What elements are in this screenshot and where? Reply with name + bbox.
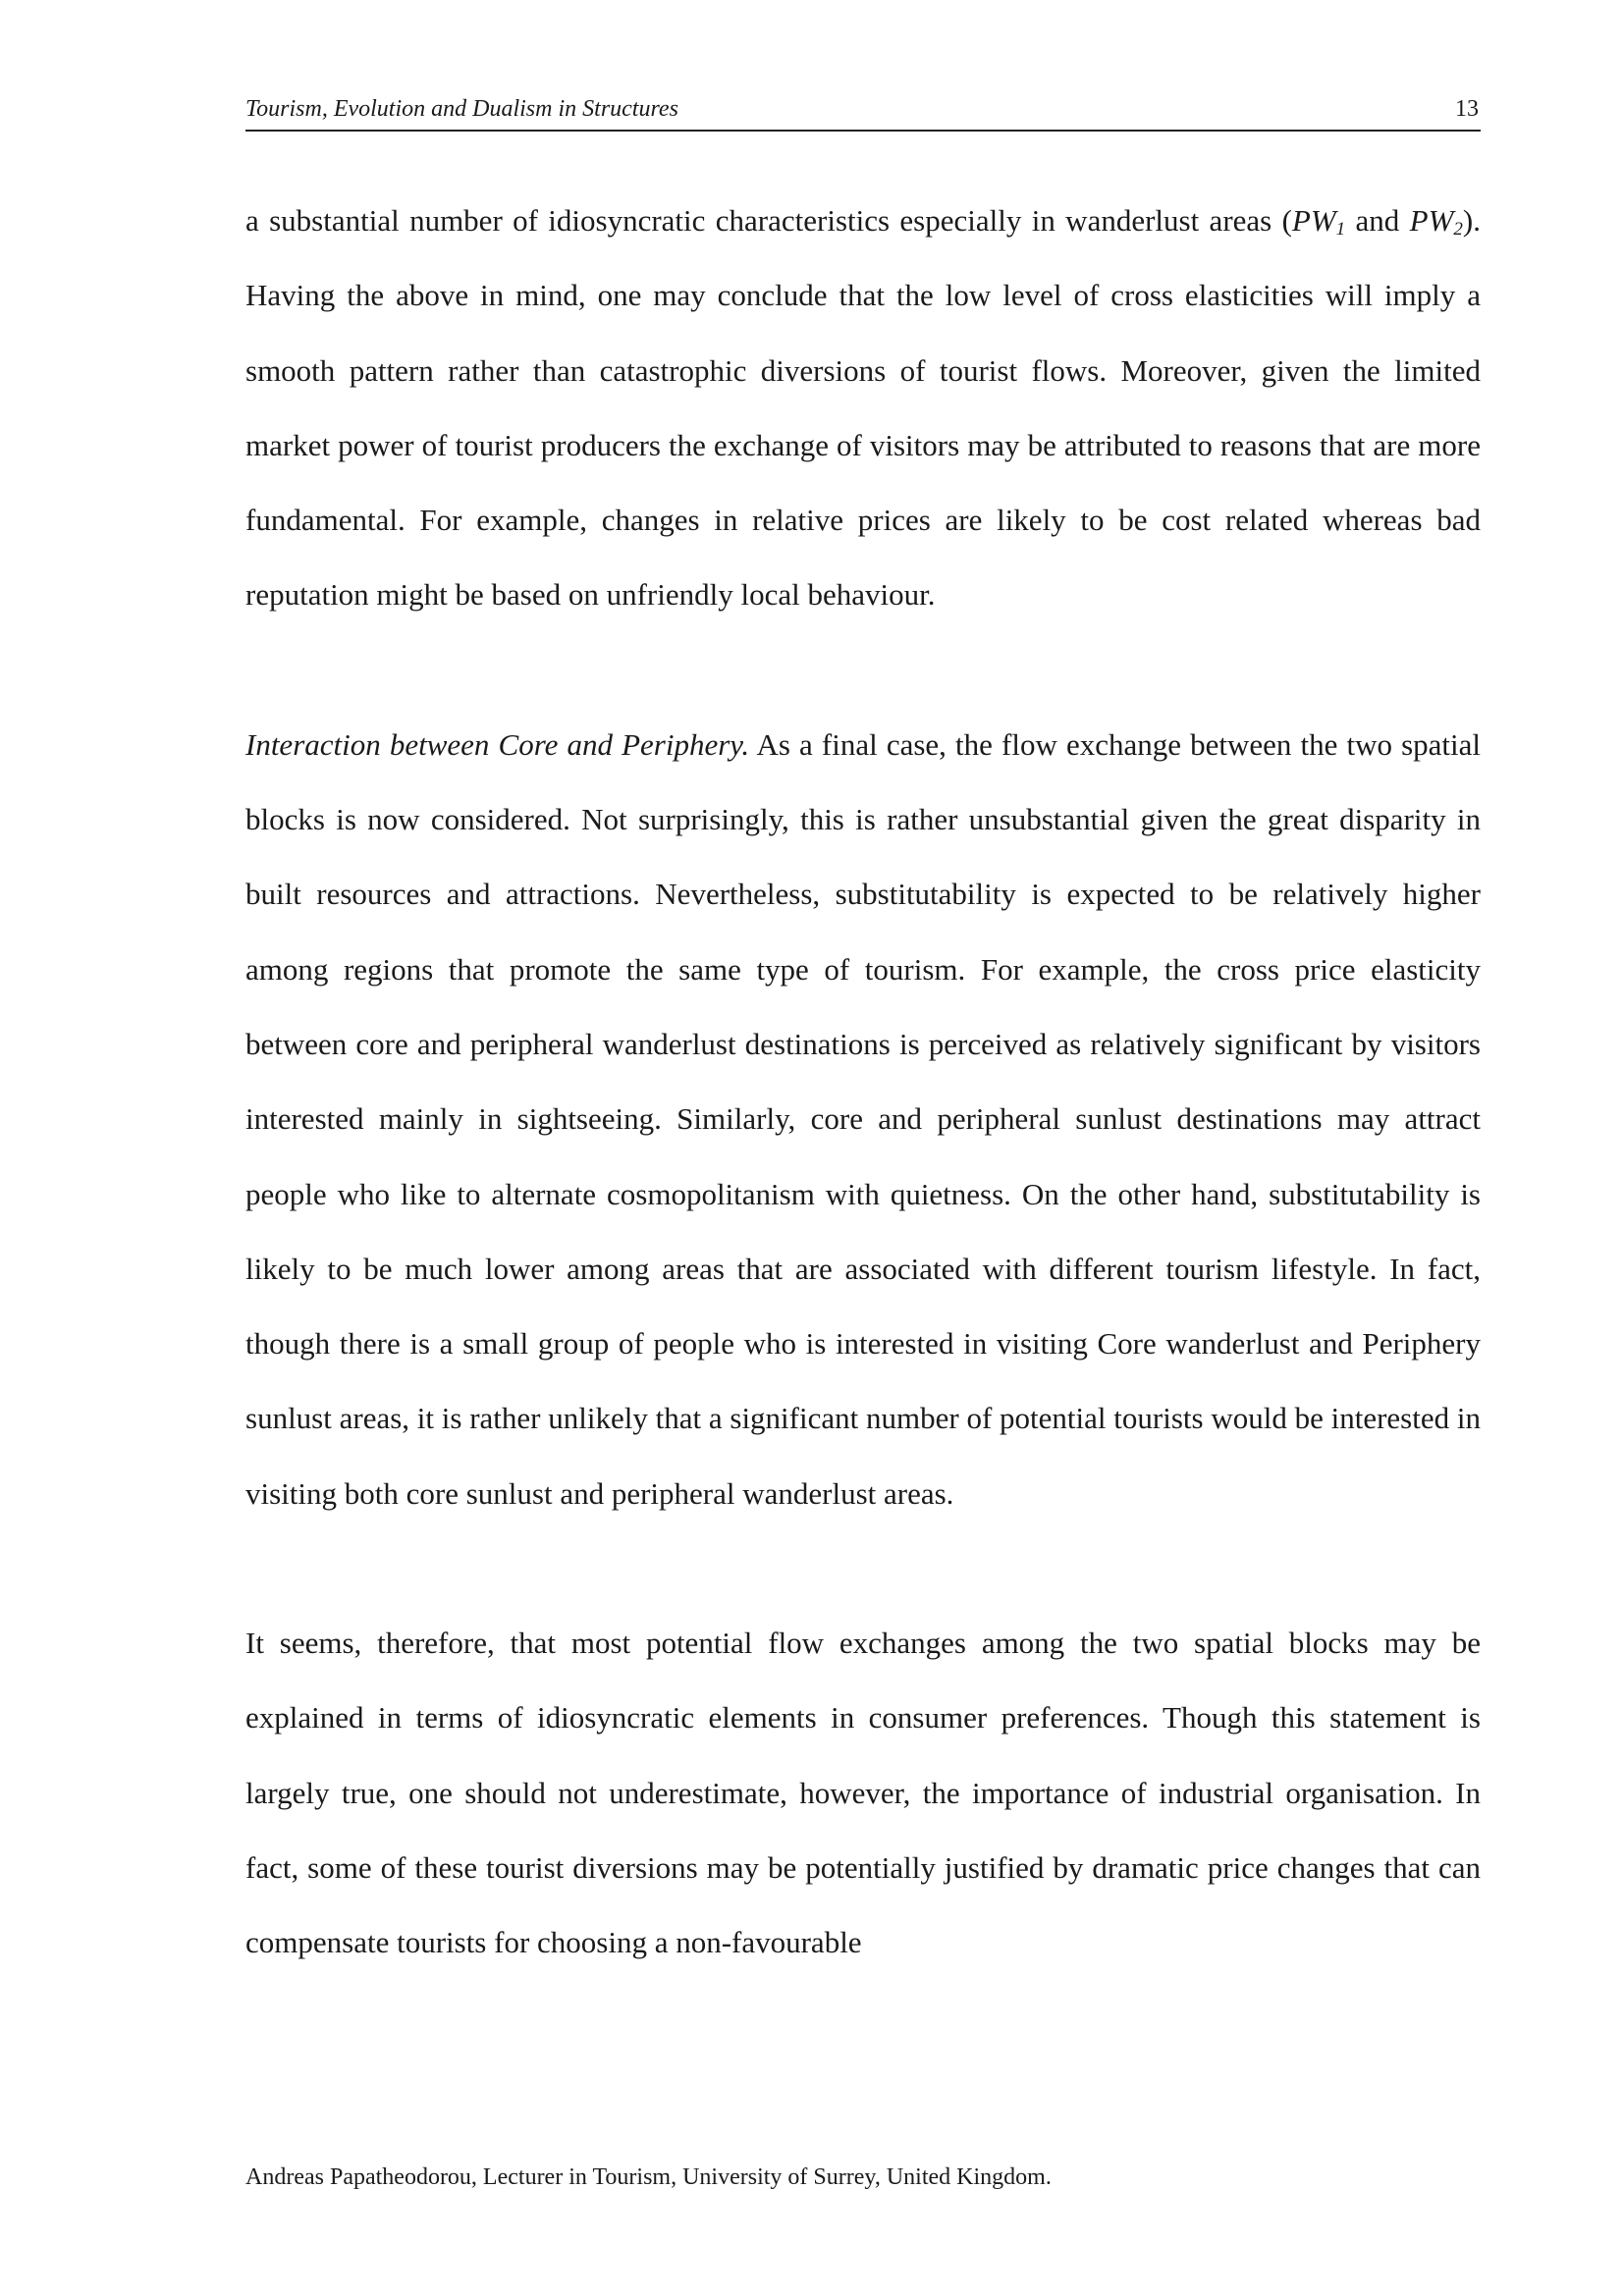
paragraph-1-segment-3: ). Having the above in mind, one may conclude that the low level of cross elasticities will imply a smooth pattern rather than catastrophic diversions of tourist flows. Moreover, given the limited market power of tourist producers the exchange of visitors may be attributed to reasons that are more fundamental. For example, changes in relative prices are likely to be cost related whereas bad reputation might be based on unfriendly local behaviour.: [245, 203, 1481, 613]
paragraph-2-text: As a final case, the flow exchange between the two spatial blocks is now considered. Not surprisingly, this is rather unsubstantial given the great disparity in built resources and attractions. Nevertheless, substitutability is expected to be relatively higher among regions that promote the same type of tourism. For example, the cross price elasticity between core and peripheral wanderlust destinations is perceived as relatively significant by visitors interested mainly in sightseeing. Similarly, core and peripheral sunlust destinations may attract people who like to alternate cosmopolitanism with quietness. On the other hand, substitutability is likely to be much lower among areas that are associated with different tourism lifestyle. In fact, though there is a small group of people who is interested in visiting Core wanderlust and Periphery sunlust areas, it is rather unlikely that a significant number of potential tourists would be interested in visiting both core sunlust and peripheral wanderlust areas.: [245, 726, 1481, 1511]
pw-subscript-1: 1: [1335, 219, 1346, 240]
pw-subscript-2: 2: [1453, 219, 1463, 240]
running-header-title: Tourism, Evolution and Dualism in Structures: [245, 96, 678, 122]
body-text: [245, 184, 1481, 1981]
paragraph-1: [245, 184, 1481, 633]
paragraph-1-segment-2: and: [1345, 203, 1410, 238]
paragraph-3-text: It seems, therefore, that most potential flow exchanges among the two spatial blocks may be explained in terms of idiosyncratic elements in consumer preferences. Though this statement is largely true, one should not underestimate, however, the importance of industrial organisation. In fact, some of these tourist diversions may be potentially justified by dramatic price changes that can compensate tourists for choosing a non-favourable: [245, 1626, 1481, 1960]
pw-symbol-2: [1410, 203, 1463, 238]
author-footer: Andreas Papatheodorou, Lecturer in Tourism, University of Surrey, United Kingdom.: [245, 2164, 1052, 2190]
paragraph-3: [245, 1606, 1481, 1980]
pw-symbol-1: [1292, 203, 1345, 238]
paragraph-1-segment-1: a substantial number of idiosyncratic characteristics especially in wanderlust areas (: [245, 203, 1292, 238]
page-number: 13: [1455, 96, 1479, 122]
paragraph-2: [245, 708, 1481, 1531]
pw-symbol-text-2: PW: [1409, 203, 1454, 238]
running-header: [245, 92, 1481, 132]
section-lead-in: Interaction between Core and Periphery.: [245, 726, 750, 762]
pw-symbol-text-1: PW: [1291, 203, 1336, 238]
